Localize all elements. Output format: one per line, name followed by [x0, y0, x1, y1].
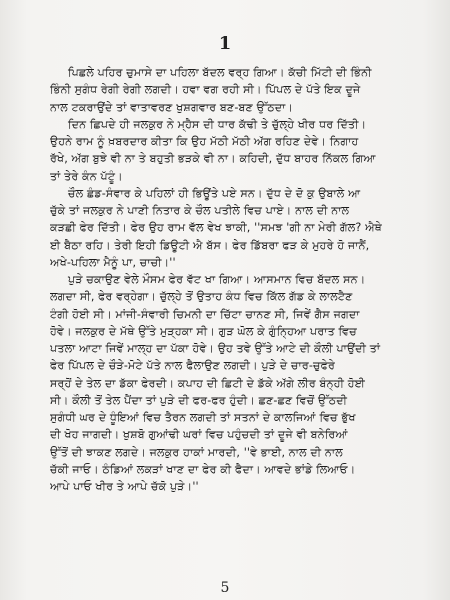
- text-line: ਪਤਲਾ ਆਟਾ ਜਿਵੇਂ ਮਾਲ੍ਹ ਦਾ ਪੱਕਾ ਹੋਵੇ। ਉਹ ਤਵੇ ਉੱਤੇ ਆਟੇ ਦੀ ਕੌਲੀ ਪਾਉਂਦੀ ਤਾਂ: [50, 342, 381, 355]
- chapter-number: 1: [218, 33, 232, 54]
- text-line: ਦੀ ਖੋਹ ਜਾਗਦੀ। ਖੁਸ਼ਬੋ ਗੁਆਂਢੀ ਘਰਾਂ ਵਿਚ ਪਹੁੰਚਦੀ ਤਾਂ ਦੂਜੇ ਵੀ ਬਨੇਰਿਆਂ: [50, 428, 348, 442]
- text-line: ਦਿਨ ਛਿਪਦੇ ਹੀ ਜਲਕੁਰ ਨੇ ਮ੍ਹੈਸ ਦੀ ਧਾਰ ਕੱਢੀ ਤੇ ਚੁੱਲ੍ਹੇ ਖੀਰ ਧਰ ਦਿੱਤੀ।: [68, 117, 367, 131]
- body-text: [50, 64, 414, 495]
- text-line: ਟੰਗੀ ਹੋਈ ਸੀ। ਮਾਂਜੀ-ਸੰਵਾਰੀ ਚਿਮਨੀ ਦਾ ਚਿੱਟਾ ਚਾਨਣ ਸੀ, ਜਿਵੇਂ ਗੈਸ ਜਗਦਾ: [50, 307, 360, 321]
- text-line: ਹੋਵੇ। ਜਲਕੁਰ ਦੇ ਮੱਥੇ ਉੱਤੇ ਮੁੜ੍ਹਕਾ ਸੀ। ਗੁੜ ਘੋਲ ਕੇ ਗੁੰਨ੍ਹਿਆ ਪਰਾਤ ਵਿਚ: [50, 324, 357, 338]
- text-line: ਲਗਦਾ ਸੀ, ਫੇਰ ਵਰ੍ਹੇਗਾ। ਚੁੱਲ੍ਹੇ ਤੋਂ ਉਤਾਹ ਕੰਧ ਵਿਚ ਕਿੱਲ ਗੱਡ ਕੇ ਲਾਲਟੈਣ: [50, 290, 353, 304]
- text-line: ਸੁਗੰਧੀ ਘਰ ਦੇ ਧੂੰਇਆਂ ਵਿਚ ਤੈਰਨ ਲਗਦੀ ਤਾਂ ਸਤਨਾਂ ਦੇ ਕਾਲਜਿਆਂ ਵਿਚ ਭੁੱਖ: [50, 411, 356, 424]
- text-line: ਅਖੇ-ਪਹਿਲਾ ਮੈਨੂੰ ਪਾ, ਚਾਚੀ।'': [50, 255, 176, 269]
- text-line: ਸਰ੍ਹੋਂ ਦੇ ਤੇਲ ਦਾ ਡੱਕਾ ਫੇਰਦੀ। ਕਪਾਹ ਦੀ ਛਿਟੀ ਦੇ ਡੱਕੇ ਅੱਗੇ ਲੀਰ ਬੰਨ੍ਹੀ ਹੋਈ: [50, 376, 366, 390]
- text-line: ਈ ਬੈਠਾ ਰਹਿ। ਤੇਰੀ ਇਹੀ ਡਿਊਟੀ ਐ ਬੱਸ। ਫੇਰ ਡਿੱਬਰਾ ਫੜ ਕੇ ਮੁਹਰੇ ਹੋ ਜਾਨੈਂ,: [50, 238, 370, 252]
- text-line: ਪੁੜੇ ਚਕਾਉਣ ਵੇਲੇ ਮੌਸਮ ਫੇਰ ਵੱਟ ਖਾ ਗਿਆ। ਆਸਮਾਨ ਵਿਚ ਬੱਦਲ ਸਨ।: [68, 273, 366, 286]
- text-line: ਤਾਂ ਤੇਰੇ ਕੰਨ ਪੱਟੂੰ।: [50, 169, 123, 183]
- text-line: ਫੇਰ ਪਿੱਪਲ ਦੇ ਚੌੜੇ-ਮੋਟੇ ਪੱਤੇ ਨਾਲ ਫੈਲਾਉਣ ਲਗਦੀ। ਪੁੜੇ ਦੇ ਚਾਰ-ਚੁਫੇਰੇ: [50, 359, 336, 373]
- text-line: ਚੱਕੀ ਜਾਓ। ਠੰਡਿਆਂ ਲਕੜਾਂ ਖਾਣ ਦਾ ਫੇਰ ਕੀ ਫੈਦਾ। ਆਵਦੇ ਭਾਂਡੇ ਲਿਆਓ।: [50, 462, 356, 476]
- text-line: ਚੁੱਕੇ ਤਾਂ ਜਲਕੁਰ ਨੇ ਪਾਣੀ ਨਿਤਾਰ ਕੇ ਚੌਲ ਪਤੀਲੇ ਵਿਚ ਪਾਏ। ਨਾਲ ਦੀ ਨਾਲ: [50, 204, 350, 217]
- text-line: ਨਾਲ ਟਕਰਾਉਂਦੇ ਤਾਂ ਵਾਤਾਵਰਣ ਖੁਸ਼ਗਵਾਰ ਬਣ-ਬਣ ਉੱਠਦਾ।: [50, 100, 294, 114]
- text-line: ਉਹਨੇ ਰਾਮ ਨੂੰ ਖ਼ਬਰਦਾਰ ਕੀਤਾ ਕਿ ਉਹ ਮੱਠੀ ਮੱਠੀ ਅੱਗ ਰਹਿਣ ਦੇਵੇ। ਨਿਗਾਹ: [50, 135, 359, 148]
- text-line: ਭਿੰਨੀ ਸੁਗੰਧ ਰੇਗੀ ਰੇਗੀ ਲਗਦੀ। ਹਵਾ ਵਗ ਰਹੀ ਸੀ। ਪਿੱਪਲ ਦੇ ਪੱਤੇ ਇਕ ਦੂਜੇ: [50, 83, 361, 97]
- text-line: ਚੌਲ ਛੰਡ-ਸੰਵਾਰ ਕੇ ਪਹਿਲਾਂ ਹੀ ਭਿਊਂਤੇ ਪਏ ਸਨ। ਦੁੱਧ ਦੇ ਦੋ ਕੁ ਉਬਾਲੇ ਆ: [68, 186, 361, 200]
- text-line: ਆਪੇ ਪਾਓ ਖੀਰ ਤੇ ਆਪੇ ਚੱਕੋ ਪੁੜੇ।'': [50, 480, 199, 493]
- page-number: 5: [220, 580, 230, 596]
- text-line: ਪਿਛਲੇ ਪਹਿਰ ਚੁਮਾਸੇ ਦਾ ਪਹਿਲਾ ਬੱਦਲ ਵਰ੍ਹ ਗਿਆ। ਕੱਚੀ ਮਿੱਟੀ ਦੀ ਭਿੰਨੀ: [68, 66, 372, 79]
- text-line: ਕੜਛੀ ਫੇਰ ਦਿੱਤੀ। ਫੇਰ ਉਹ ਰਾਮ ਵੱਲ ਵੇਖ ਝਾਕੀ, ''ਸਮਝ 'ਗੀ ਨਾ ਮੇਰੀ ਗੱਲ? ਐਥੇ: [50, 221, 382, 235]
- text-line: ਸੀ। ਕੌਲੀ ਤੋਂ ਤੇਲ ਪੈਂਦਾ ਤਾਂ ਪੁੜੇ ਦੀ ਫਰ-ਫਰ ਹੁੰਦੀ। ਛਣ-ਛਣ ਵਿਚੋਂ ਉੱਠਦੀ: [50, 393, 348, 407]
- text-line: ਉੱਤੋਂ ਦੀ ਝਾਕਣ ਲਗਦੇ। ਜਲਕੁਰ ਹਾਕਾਂ ਮਾਰਦੀ, ''ਵੇ ਭਾਈ, ਨਾਲ ਦੀ ਨਾਲ: [50, 445, 343, 459]
- text-line: ਰੱਖੇ, ਅੱਗ ਬੁਝੇ ਵੀ ਨਾ ਤੇ ਬਹੁਤੀ ਭੜਕੇ ਵੀ ਨਾ। ਕਹਿਦੀ, ਦੁੱਧ ਬਾਹਰ ਨਿੱਕਲ ਗਿਆ: [50, 152, 376, 166]
